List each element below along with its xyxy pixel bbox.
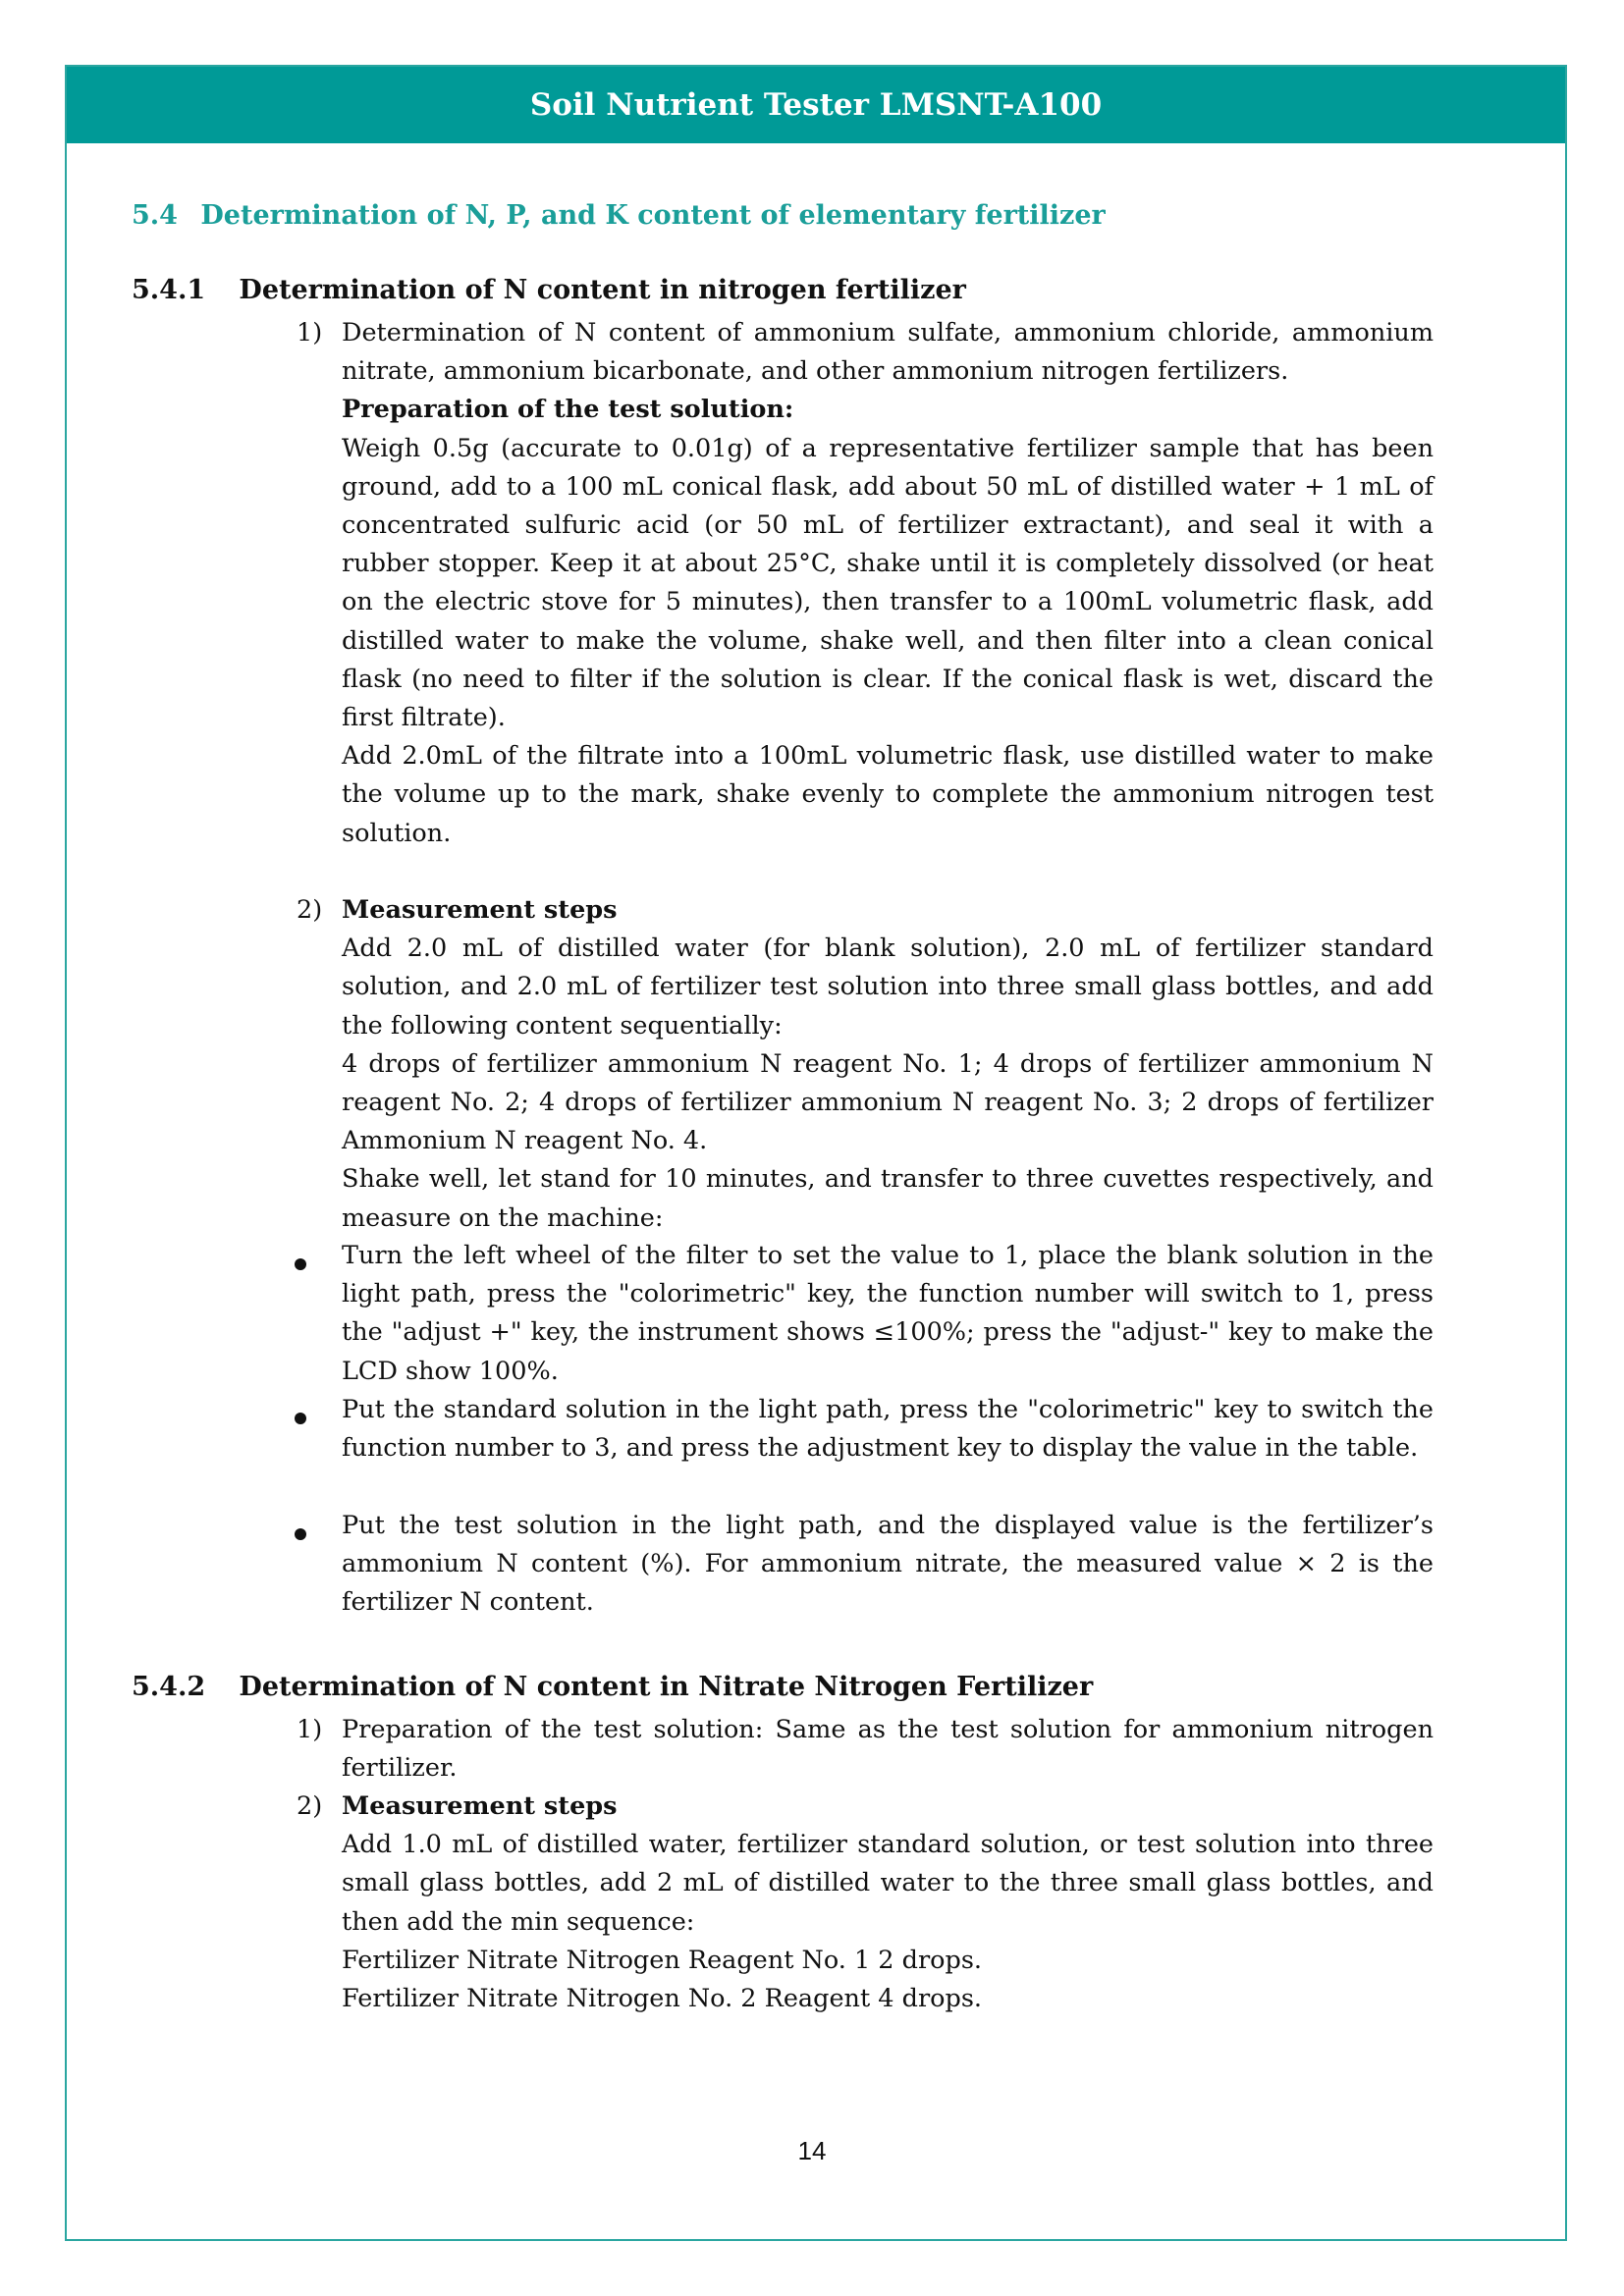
- bullet-dot-icon: [295, 1258, 306, 1270]
- list-marker: 2): [297, 1791, 323, 1821]
- subsection-number: 5.4.2: [132, 1672, 206, 1702]
- reagent-line: Fertilizer Nitrate Nitrogen Reagent No. 1 2 drops.: [342, 1945, 983, 1975]
- paragraph: Add 1.0 mL of distilled water, fertilizer standard solution, or test solution into three small glass bottles, add 2 mL of distilled water to the three small glass bottles, and then add the min sequence:: [342, 1830, 1434, 1937]
- subsection-title-541: [132, 275, 966, 305]
- item-heading: Measurement steps: [342, 1791, 618, 1821]
- bullet-item: [342, 1391, 1434, 1468]
- bullet-text: Turn the left wheel of the filter to set the value to 1, place the blank solution in the light path, press the "colorimetric" key, the function number will switch to 1, press the "adjust +" key, the instrument shows ≤100%; press the "adjust-" key to make the LCD show 100%.: [342, 1241, 1434, 1386]
- subsection-title-text: Determination of N content in nitrogen fertilizer: [239, 275, 966, 305]
- header-title: Soil Nutrient Tester LMSNT-A100: [529, 87, 1103, 123]
- item-heading: Measurement steps: [342, 895, 618, 925]
- list-item-541-1: [342, 314, 1434, 853]
- paragraph: Shake well, let stand for 10 minutes, and transfer to three cuvettes respectively, and measure on the machine:: [342, 1164, 1434, 1233]
- bullet-item: [342, 1237, 1434, 1391]
- section-title-text: Determination of N, P, and K content of elementary fertilizer: [200, 200, 1106, 231]
- list-marker: 2): [297, 895, 323, 925]
- subsection-number: 5.4.1: [132, 275, 206, 305]
- bullet-item: [342, 1507, 1434, 1623]
- bullet-dot-icon: [295, 1413, 306, 1424]
- item-heading: Preparation of the test solution:: [342, 395, 794, 425]
- section-title: [132, 200, 1106, 231]
- bullet-text: Put the test solution in the light path, and the displayed value is the fertilizer’s ammonium N content (%). For ammonium nitrate, the measured value × 2 is the fertilizer N content.: [342, 1511, 1434, 1618]
- paragraph: Add 2.0 mL of distilled water (for blank solution), 2.0 mL of fertilizer standard solution, and 2.0 mL of fertilizer test solution into three small glass bottles, and add the following content sequentially:: [342, 934, 1434, 1041]
- bullet-text: Put the standard solution in the light path, press the "colorimetric" key to switch the function number to 3, and press the adjustment key to display the value in the table.: [342, 1395, 1434, 1464]
- list-item-542-2: [342, 1788, 1434, 2018]
- bullet-dot-icon: [295, 1528, 306, 1540]
- list-item-541-2: [342, 891, 1434, 1238]
- paragraph: Weigh 0.5g (accurate to 0.01g) of a representative fertilizer sample that has been ground, add to a 100 mL conical flask, add about 50 mL of distilled water + 1 mL of concentrated sulfuric acid (or 50 mL of fertilizer extractant), and seal it with a rubber stopper. Keep it at about 25°C, shake until it is completely dissolved (or heat on the electric stove for 5 minutes), then transfer to a 100mL volumetric flask, add distilled water to make the volume, shake well, and then filter into a clean conical flask (no need to filter if the solution is clear. If the conical flask is wet, discard the first filtrate).: [342, 433, 1434, 733]
- list-marker: 1): [297, 1715, 323, 1744]
- paragraph: Preparation of the test solution: Same as the test solution for ammonium nitrogen fertilizer.: [342, 1715, 1434, 1784]
- list-marker: 1): [297, 318, 323, 347]
- paragraph: Add 2.0mL of the filtrate into a 100mL volumetric flask, use distilled water to make the volume up to the mark, shake evenly to complete the ammonium nitrogen test solution.: [342, 741, 1434, 848]
- list-item-542-1: [342, 1711, 1434, 1788]
- subsection-title-text: Determination of N content in Nitrate Nitrogen Fertilizer: [239, 1672, 1094, 1702]
- subsection-title-542: [132, 1672, 1093, 1702]
- page-number: 14: [797, 2136, 827, 2165]
- section-number: 5.4: [132, 200, 178, 231]
- item-intro: Determination of N content of ammonium sulfate, ammonium chloride, ammonium nitrate, ammonium bicarbonate, and other ammonium nitrogen fertilizers.: [342, 318, 1434, 387]
- reagent-line: Fertilizer Nitrate Nitrogen No. 2 Reagent 4 drops.: [342, 1984, 983, 2014]
- header-bar: [67, 67, 1565, 143]
- paragraph: 4 drops of fertilizer ammonium N reagent No. 1; 4 drops of fertilizer ammonium N reagent No. 2; 4 drops of fertilizer ammonium N reagent No. 3; 2 drops of fertilizer Ammonium N reagent No. 4.: [342, 1048, 1434, 1156]
